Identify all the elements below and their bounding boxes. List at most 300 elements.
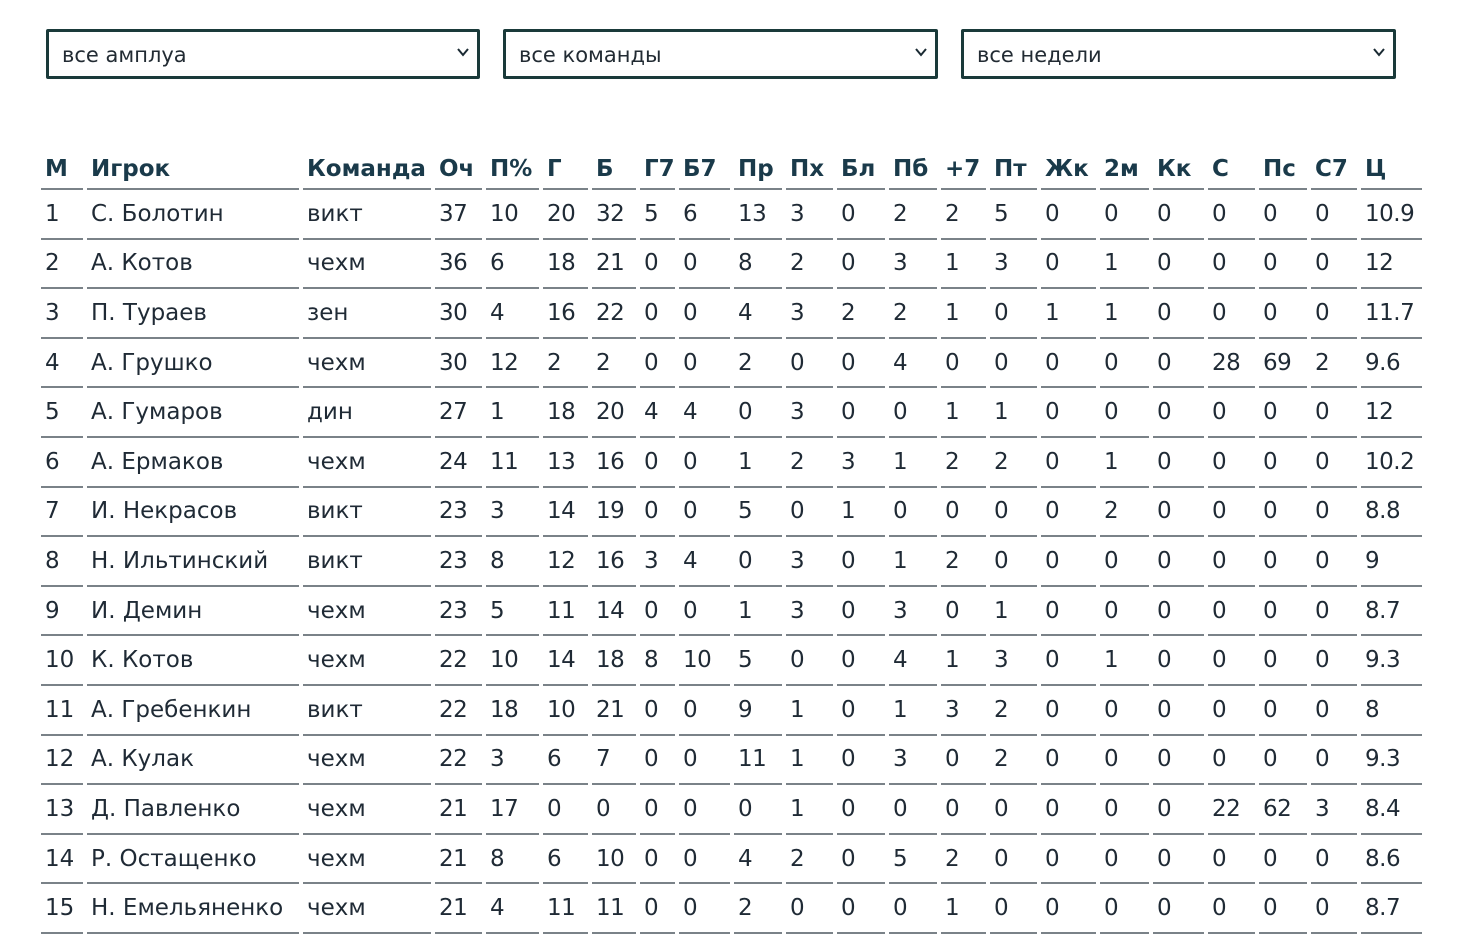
stat-cell: 2 <box>889 289 937 339</box>
stat-cell: 3 <box>486 736 539 786</box>
team-cell: чехм <box>303 835 431 885</box>
team-cell: чехм <box>303 438 431 488</box>
stat-cell: 11 <box>543 884 588 934</box>
stat-cell: 0 <box>1041 488 1096 538</box>
stat-cell: 5 <box>486 587 539 637</box>
stat-cell: 0 <box>679 289 730 339</box>
stat-cell: 3 <box>837 438 885 488</box>
stat-cell: 0 <box>837 339 885 389</box>
stat-cell: 0 <box>837 388 885 438</box>
stat-cell: 0 <box>837 587 885 637</box>
stat-cell: 1 <box>941 636 986 686</box>
stat-cell: 0 <box>837 736 885 786</box>
stat-cell: 0 <box>1041 537 1096 587</box>
stat-cell: 23 <box>435 488 482 538</box>
stat-cell: 3 <box>990 240 1037 290</box>
stat-cell: 15 <box>41 884 83 934</box>
stat-cell: 0 <box>1259 289 1307 339</box>
stat-cell: 1 <box>941 289 986 339</box>
column-header[interactable]: Кк <box>1153 145 1204 190</box>
team-cell: чехм <box>303 636 431 686</box>
stat-cell: 0 <box>1259 587 1307 637</box>
stat-cell: 0 <box>990 488 1037 538</box>
stat-cell: 0 <box>990 785 1037 835</box>
stat-cell: 20 <box>592 388 636 438</box>
stat-cell: 5 <box>640 190 675 240</box>
stat-cell: 0 <box>1153 835 1204 885</box>
stat-cell: 10 <box>592 835 636 885</box>
stat-cell: 0 <box>990 537 1037 587</box>
table-row <box>41 736 1422 786</box>
stat-cell: 1 <box>889 537 937 587</box>
player-name-cell: А. Грушко <box>87 339 299 389</box>
stat-cell: 2 <box>941 537 986 587</box>
stat-cell: 0 <box>1153 736 1204 786</box>
stat-cell: 22 <box>435 686 482 736</box>
stat-cell: 0 <box>1153 339 1204 389</box>
stat-cell: 0 <box>1311 835 1357 885</box>
stat-cell: 0 <box>837 785 885 835</box>
stat-cell: 0 <box>1208 537 1255 587</box>
column-header[interactable]: Ц <box>1361 145 1422 190</box>
stat-cell: 22 <box>435 636 482 686</box>
stat-cell: 0 <box>1041 736 1096 786</box>
stat-cell: 0 <box>1041 388 1096 438</box>
stat-cell: 0 <box>1259 388 1307 438</box>
column-header[interactable]: Команда <box>303 145 431 190</box>
stat-cell: 0 <box>1153 240 1204 290</box>
table-row <box>41 835 1422 885</box>
column-header[interactable]: Пс <box>1259 145 1307 190</box>
stat-cell: 16 <box>592 537 636 587</box>
stat-cell: 12 <box>41 736 83 786</box>
stat-cell: 11 <box>734 736 782 786</box>
stat-cell: 0 <box>679 339 730 389</box>
stat-cell: 0 <box>1100 884 1149 934</box>
column-header[interactable]: Бл <box>837 145 885 190</box>
stat-cell: 0 <box>837 537 885 587</box>
stat-cell: 0 <box>941 488 986 538</box>
stat-cell: 0 <box>1100 686 1149 736</box>
stat-cell: 0 <box>1259 488 1307 538</box>
stat-cell: 0 <box>1208 388 1255 438</box>
stat-cell: 27 <box>435 388 482 438</box>
stat-cell: 1 <box>41 190 83 240</box>
stat-cell: 2 <box>990 686 1037 736</box>
chevron-down-icon <box>913 42 929 62</box>
stat-cell: 0 <box>1208 884 1255 934</box>
role-filter-select[interactable] <box>46 29 480 79</box>
stat-cell: 3 <box>786 537 833 587</box>
stat-cell: 0 <box>1100 190 1149 240</box>
table-row <box>41 488 1422 538</box>
column-header[interactable]: Г <box>543 145 588 190</box>
stat-cell: 36 <box>435 240 482 290</box>
stat-cell: 6 <box>41 438 83 488</box>
stat-cell: 0 <box>990 835 1037 885</box>
stat-cell: 0 <box>1153 190 1204 240</box>
table-row <box>41 388 1422 438</box>
stat-cell: 0 <box>1311 537 1357 587</box>
stat-cell: 0 <box>679 438 730 488</box>
stat-cell: 5 <box>990 190 1037 240</box>
player-name-cell: А. Ермаков <box>87 438 299 488</box>
stat-cell: 0 <box>640 488 675 538</box>
team-cell: чехм <box>303 785 431 835</box>
stat-cell: 2 <box>990 438 1037 488</box>
stat-cell: 0 <box>1100 388 1149 438</box>
stat-cell: 0 <box>1311 438 1357 488</box>
stat-cell: 1 <box>1100 240 1149 290</box>
stat-cell: 0 <box>786 488 833 538</box>
stat-cell: 2 <box>786 438 833 488</box>
team-filter-select[interactable] <box>503 29 938 79</box>
stat-cell: 0 <box>543 785 588 835</box>
stat-cell: 0 <box>640 438 675 488</box>
stat-cell: 3 <box>889 736 937 786</box>
column-header[interactable]: Жк <box>1041 145 1096 190</box>
stat-cell: 0 <box>1259 636 1307 686</box>
stat-cell: 3 <box>990 636 1037 686</box>
stat-cell: 1 <box>990 587 1037 637</box>
stat-cell: 1 <box>734 438 782 488</box>
stat-cell: 10.2 <box>1361 438 1422 488</box>
stat-cell: 2 <box>941 438 986 488</box>
stat-cell: 9 <box>41 587 83 637</box>
stat-cell: 0 <box>592 785 636 835</box>
stat-cell: 3 <box>889 587 937 637</box>
stat-cell: 0 <box>1259 835 1307 885</box>
column-header[interactable]: Пр <box>734 145 782 190</box>
stat-cell: 0 <box>990 339 1037 389</box>
stat-cell: 0 <box>1153 587 1204 637</box>
stat-cell: 0 <box>1153 488 1204 538</box>
table-body <box>41 190 1422 934</box>
stat-cell: 0 <box>990 884 1037 934</box>
stat-cell: 0 <box>1259 190 1307 240</box>
stat-cell: 0 <box>640 884 675 934</box>
stat-cell: 1 <box>837 488 885 538</box>
stat-cell: 14 <box>592 587 636 637</box>
stat-cell: 4 <box>640 388 675 438</box>
column-header[interactable]: 2м <box>1100 145 1149 190</box>
stat-cell: 0 <box>889 884 937 934</box>
stat-cell: 0 <box>1259 884 1307 934</box>
stat-cell: 3 <box>41 289 83 339</box>
stat-cell: 22 <box>592 289 636 339</box>
stat-cell: 0 <box>679 835 730 885</box>
stat-cell: 0 <box>1100 339 1149 389</box>
stat-cell: 0 <box>1208 587 1255 637</box>
stat-cell: 3 <box>486 488 539 538</box>
stat-cell: 4 <box>486 289 539 339</box>
stat-cell: 0 <box>786 636 833 686</box>
stat-cell: 1 <box>486 388 539 438</box>
stat-cell: 4 <box>734 835 782 885</box>
stat-cell: 5 <box>734 636 782 686</box>
stat-cell: 0 <box>640 686 675 736</box>
stat-cell: 0 <box>837 240 885 290</box>
stat-cell: 0 <box>679 736 730 786</box>
stat-cell: 23 <box>435 587 482 637</box>
stat-cell: 7 <box>41 488 83 538</box>
column-header[interactable]: С7 <box>1311 145 1357 190</box>
stat-cell: 1 <box>1041 289 1096 339</box>
stat-cell: 19 <box>592 488 636 538</box>
stat-cell: 32 <box>592 190 636 240</box>
column-header[interactable]: +7 <box>941 145 986 190</box>
stat-cell: 9.3 <box>1361 736 1422 786</box>
stat-cell: 0 <box>1259 438 1307 488</box>
stat-cell: 2 <box>734 884 782 934</box>
stat-cell: 30 <box>435 339 482 389</box>
stat-cell: 11 <box>486 438 539 488</box>
stat-cell: 4 <box>41 339 83 389</box>
chevron-down-icon <box>455 42 471 62</box>
stat-cell: 10 <box>543 686 588 736</box>
table-row <box>41 240 1422 290</box>
column-header[interactable]: Б <box>592 145 636 190</box>
stat-cell: 17 <box>486 785 539 835</box>
table-row <box>41 339 1422 389</box>
team-cell: чехм <box>303 587 431 637</box>
stat-cell: 8.6 <box>1361 835 1422 885</box>
stat-cell: 8 <box>486 835 539 885</box>
stat-cell: 0 <box>1041 785 1096 835</box>
stat-cell: 11 <box>543 587 588 637</box>
stat-cell: 12 <box>1361 240 1422 290</box>
stat-cell: 5 <box>41 388 83 438</box>
stat-cell: 3 <box>786 190 833 240</box>
week-filter-select[interactable] <box>961 29 1396 79</box>
stat-cell: 1 <box>889 438 937 488</box>
stat-cell: 1 <box>1100 636 1149 686</box>
player-name-cell: Н. Ильтинский <box>87 537 299 587</box>
player-name-cell: А. Гумаров <box>87 388 299 438</box>
stat-cell: 20 <box>543 190 588 240</box>
stat-cell: 21 <box>435 884 482 934</box>
table-row <box>41 785 1422 835</box>
stat-cell: 0 <box>889 488 937 538</box>
stat-cell: 2 <box>786 240 833 290</box>
stat-cell: 6 <box>543 835 588 885</box>
player-stats-table <box>37 145 1426 934</box>
stat-cell: 0 <box>1041 884 1096 934</box>
stat-cell: 2 <box>941 835 986 885</box>
stat-cell: 0 <box>640 289 675 339</box>
stat-cell: 0 <box>640 785 675 835</box>
stat-cell: 0 <box>1100 587 1149 637</box>
stat-cell: 3 <box>889 240 937 290</box>
stat-cell: 1 <box>941 388 986 438</box>
team-cell: чехм <box>303 339 431 389</box>
stat-cell: 4 <box>734 289 782 339</box>
stat-cell: 62 <box>1259 785 1307 835</box>
stat-cell: 5 <box>889 835 937 885</box>
player-name-cell: А. Кулак <box>87 736 299 786</box>
stat-cell: 0 <box>837 636 885 686</box>
stat-cell: 0 <box>1311 388 1357 438</box>
stat-cell: 0 <box>1259 736 1307 786</box>
stat-cell: 0 <box>1311 736 1357 786</box>
stat-cell: 1 <box>1100 289 1149 339</box>
table-row <box>41 438 1422 488</box>
stat-cell: 6 <box>679 190 730 240</box>
stat-cell: 0 <box>1153 537 1204 587</box>
stat-cell: 13 <box>734 190 782 240</box>
stat-cell: 0 <box>941 587 986 637</box>
stat-cell: 0 <box>1041 190 1096 240</box>
stat-cell: 4 <box>486 884 539 934</box>
team-cell: зен <box>303 289 431 339</box>
stat-cell: 0 <box>640 339 675 389</box>
stat-cell: 2 <box>786 835 833 885</box>
stat-cell: 11 <box>592 884 636 934</box>
stat-cell: 2 <box>1311 339 1357 389</box>
stat-cell: 4 <box>889 636 937 686</box>
stat-cell: 0 <box>786 884 833 934</box>
stat-cell: 8 <box>1361 686 1422 736</box>
table-row <box>41 537 1422 587</box>
player-name-cell: А. Котов <box>87 240 299 290</box>
team-cell: викт <box>303 686 431 736</box>
stat-cell: 11.7 <box>1361 289 1422 339</box>
column-header[interactable]: Игрок <box>87 145 299 190</box>
stat-cell: 9.3 <box>1361 636 1422 686</box>
week-filter-value: все недели <box>977 43 1102 67</box>
team-filter-value: все команды <box>519 43 662 67</box>
team-cell: чехм <box>303 884 431 934</box>
table-row <box>41 636 1422 686</box>
stat-cell: 0 <box>1259 240 1307 290</box>
stat-cell: 3 <box>786 587 833 637</box>
stat-cell: 0 <box>1153 636 1204 686</box>
stat-cell: 0 <box>1041 636 1096 686</box>
stat-cell: 0 <box>1311 289 1357 339</box>
stat-cell: 2 <box>941 190 986 240</box>
column-header[interactable]: М <box>41 145 83 190</box>
stat-cell: 0 <box>679 884 730 934</box>
player-name-cell: А. Гребенкин <box>87 686 299 736</box>
stat-cell: 0 <box>1208 488 1255 538</box>
stat-cell: 1 <box>941 884 986 934</box>
stat-cell: 8.7 <box>1361 884 1422 934</box>
player-name-cell: П. Тураев <box>87 289 299 339</box>
stat-cell: 12 <box>1361 388 1422 438</box>
stat-cell: 0 <box>941 736 986 786</box>
stat-cell: 1 <box>941 240 986 290</box>
stat-cell: 0 <box>640 736 675 786</box>
stat-cell: 0 <box>1153 388 1204 438</box>
stat-cell: 10.9 <box>1361 190 1422 240</box>
stat-cell: 0 <box>1259 537 1307 587</box>
stat-cell: 3 <box>786 388 833 438</box>
stat-cell: 2 <box>592 339 636 389</box>
stat-cell: 3 <box>786 289 833 339</box>
stat-cell: 14 <box>41 835 83 885</box>
stat-cell: 8 <box>734 240 782 290</box>
stat-cell: 3 <box>941 686 986 736</box>
stat-cell: 0 <box>1208 686 1255 736</box>
stat-cell: 0 <box>1311 884 1357 934</box>
stat-cell: 0 <box>640 240 675 290</box>
column-header[interactable]: П% <box>486 145 539 190</box>
stat-cell: 0 <box>837 884 885 934</box>
stat-cell: 0 <box>1208 190 1255 240</box>
stat-cell: 0 <box>734 785 782 835</box>
stat-cell: 0 <box>679 587 730 637</box>
stat-cell: 5 <box>734 488 782 538</box>
stat-cell: 1 <box>1100 438 1149 488</box>
player-name-cell: И. Некрасов <box>87 488 299 538</box>
stat-cell: 8 <box>41 537 83 587</box>
stat-cell: 0 <box>1153 438 1204 488</box>
column-header[interactable]: Б7 <box>679 145 730 190</box>
stat-cell: 0 <box>1311 636 1357 686</box>
stat-cell: 37 <box>435 190 482 240</box>
stat-cell: 1 <box>786 736 833 786</box>
stat-cell: 0 <box>990 289 1037 339</box>
stat-cell: 0 <box>1208 240 1255 290</box>
stat-cell: 1 <box>990 388 1037 438</box>
stat-cell: 12 <box>486 339 539 389</box>
column-header[interactable]: Оч <box>435 145 482 190</box>
stat-cell: 0 <box>679 686 730 736</box>
column-header[interactable]: С <box>1208 145 1255 190</box>
team-cell: чехм <box>303 736 431 786</box>
stat-cell: 0 <box>1208 289 1255 339</box>
column-header[interactable]: Г7 <box>640 145 675 190</box>
stat-cell: 0 <box>1208 835 1255 885</box>
stat-cell: 2 <box>889 190 937 240</box>
column-header[interactable]: Пб <box>889 145 937 190</box>
table-row <box>41 587 1422 637</box>
player-name-cell: К. Котов <box>87 636 299 686</box>
stat-cell: 0 <box>640 587 675 637</box>
stat-cell: 21 <box>592 686 636 736</box>
player-name-cell: С. Болотин <box>87 190 299 240</box>
stat-cell: 2 <box>837 289 885 339</box>
stat-cell: 22 <box>435 736 482 786</box>
stat-cell: 16 <box>543 289 588 339</box>
stat-cell: 10 <box>486 636 539 686</box>
stat-cell: 23 <box>435 537 482 587</box>
stat-cell: 2 <box>990 736 1037 786</box>
stat-cell: 8.8 <box>1361 488 1422 538</box>
table-row <box>41 686 1422 736</box>
stat-cell: 0 <box>1100 835 1149 885</box>
stat-cell: 22 <box>1208 785 1255 835</box>
stat-cell: 0 <box>1311 587 1357 637</box>
stat-cell: 10 <box>41 636 83 686</box>
stat-cell: 0 <box>889 785 937 835</box>
column-header[interactable]: Пх <box>786 145 833 190</box>
stat-cell: 69 <box>1259 339 1307 389</box>
stat-cell: 2 <box>734 339 782 389</box>
player-name-cell: И. Демин <box>87 587 299 637</box>
stat-cell: 10 <box>679 636 730 686</box>
stat-cell: 0 <box>1153 289 1204 339</box>
team-cell: викт <box>303 190 431 240</box>
table-header-row <box>41 145 1422 190</box>
stat-cell: 21 <box>435 785 482 835</box>
stat-cell: 13 <box>543 438 588 488</box>
column-header[interactable]: Пт <box>990 145 1037 190</box>
stat-cell: 0 <box>734 388 782 438</box>
stat-cell: 1 <box>734 587 782 637</box>
stat-cell: 9 <box>734 686 782 736</box>
stat-cell: 0 <box>1041 339 1096 389</box>
